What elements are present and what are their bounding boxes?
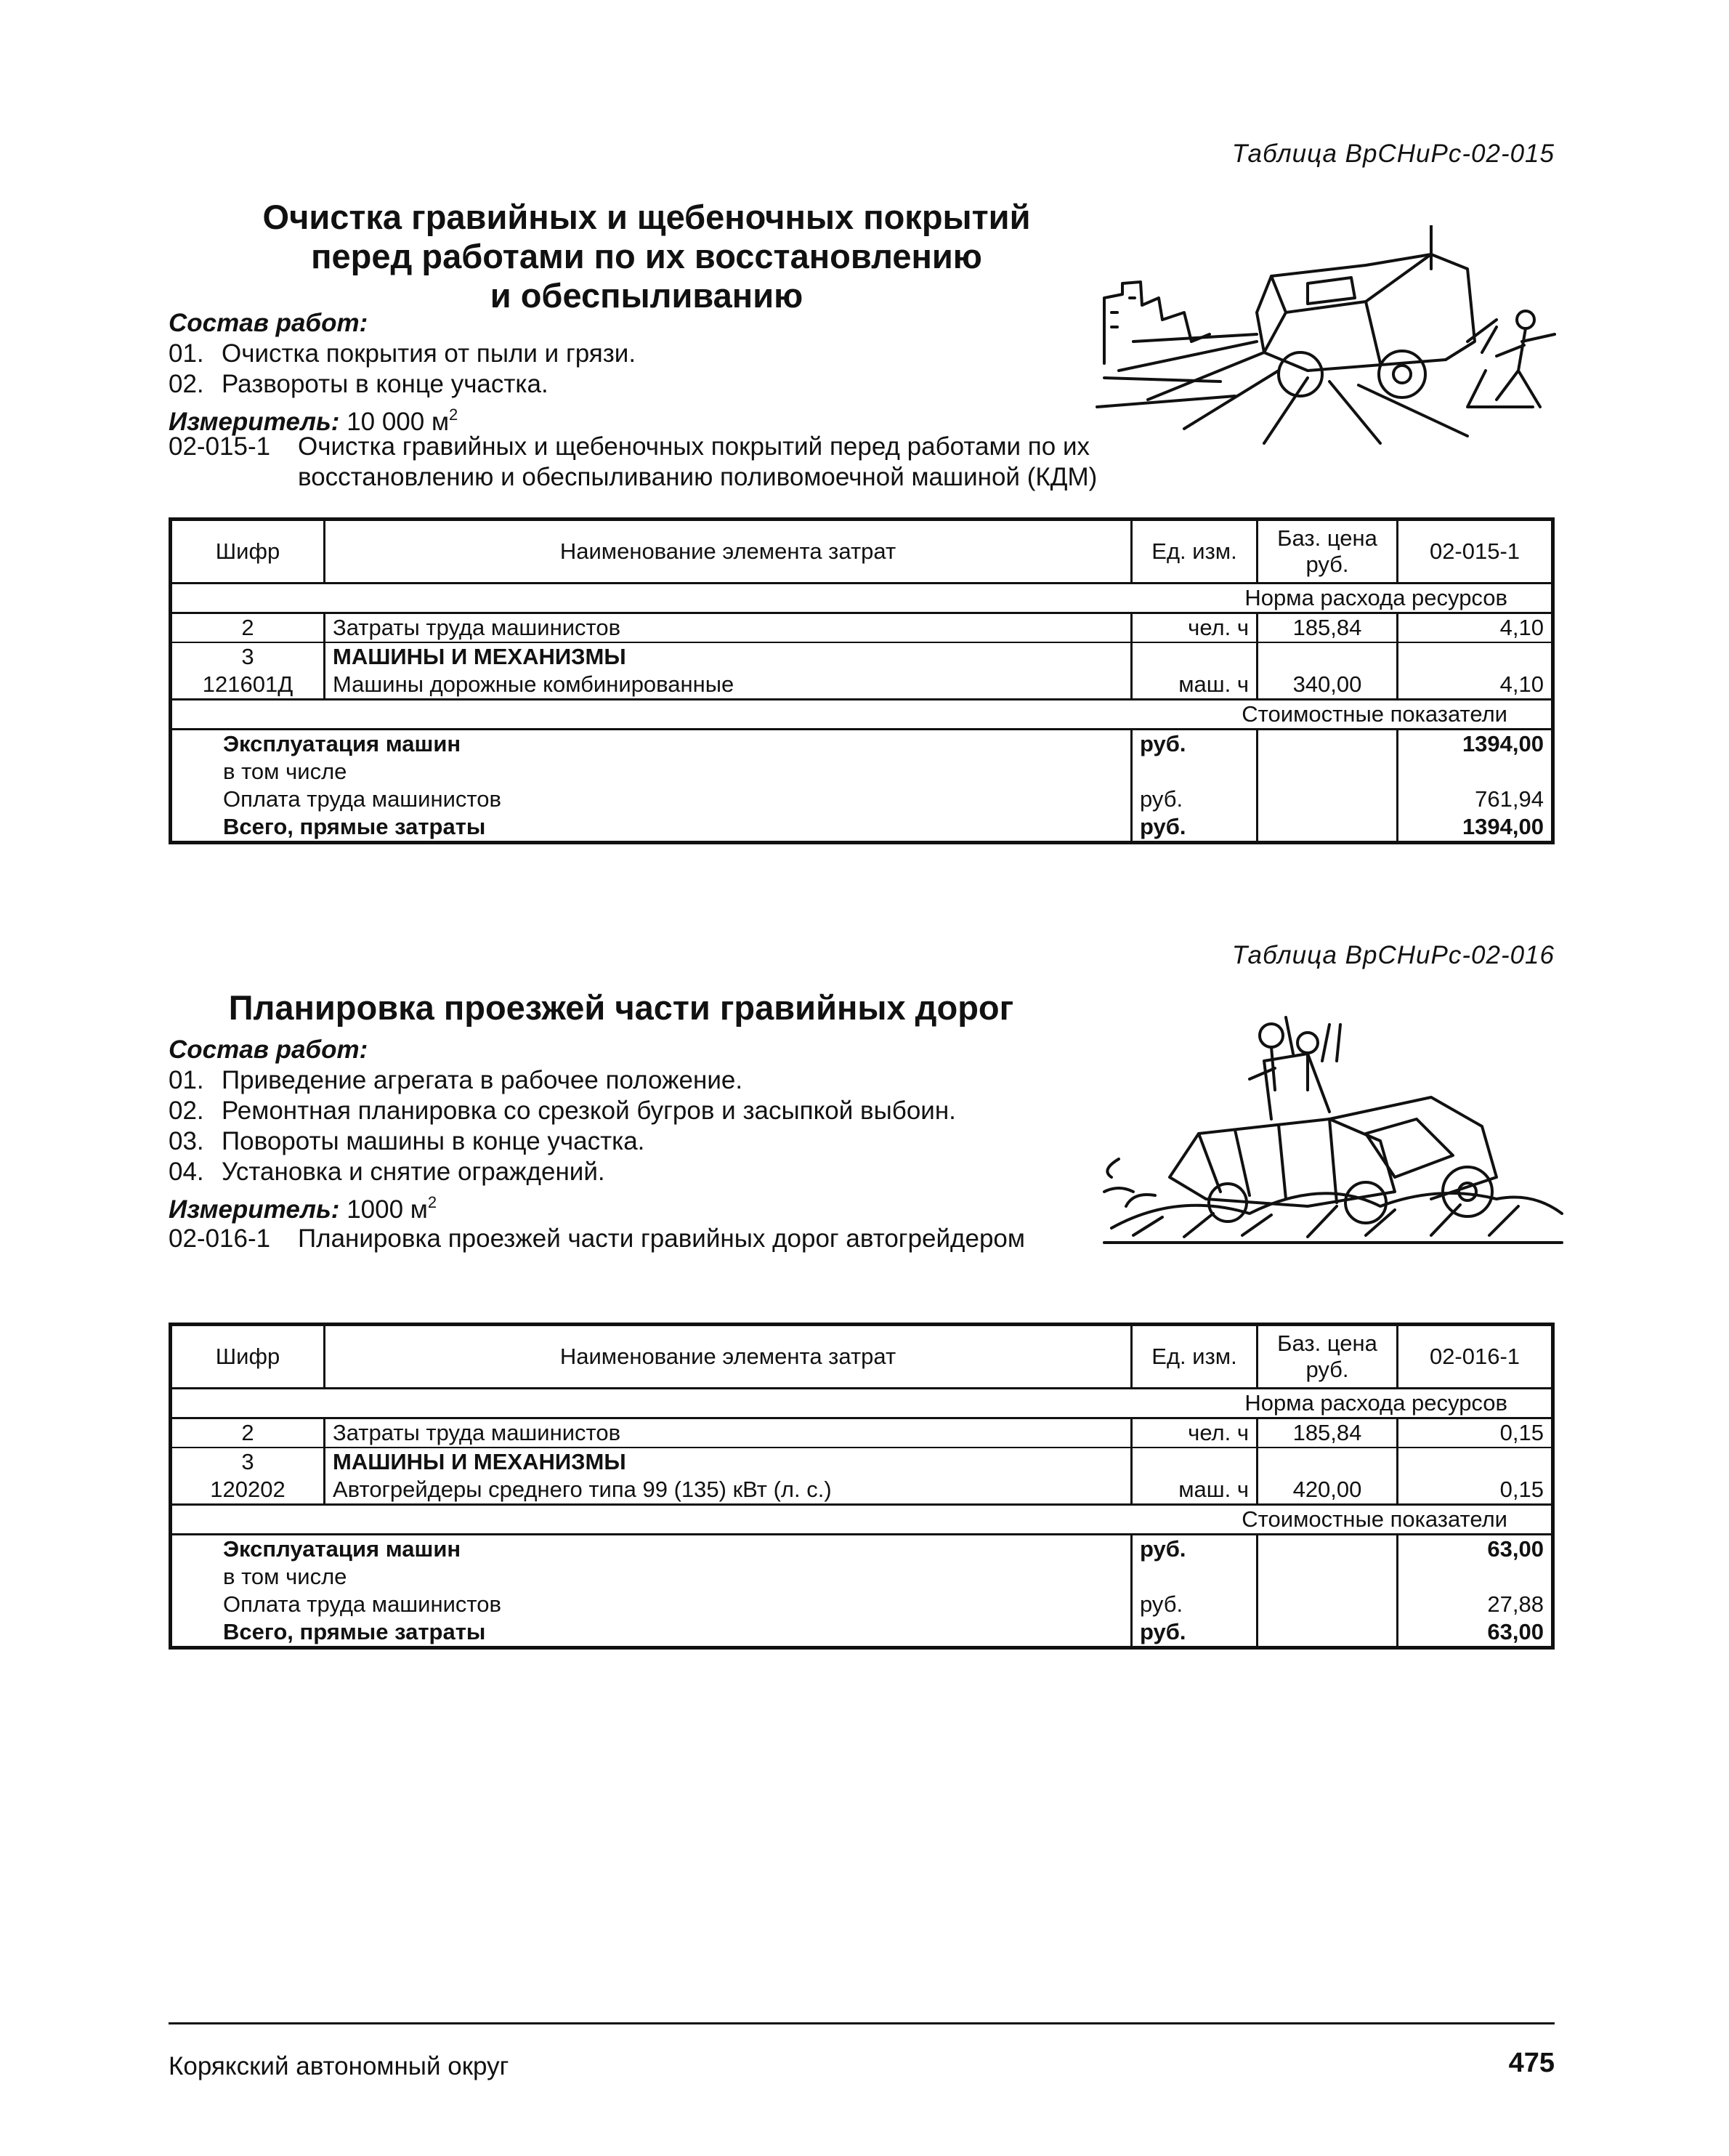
row-name: Машины дорожные комбинированные [325,671,1132,700]
header-item-code: 02-016-1 [1398,1325,1553,1389]
section-title [167,988,1075,1027]
work-item-text: Установка и снятие ограждений. [222,1158,605,1186]
cost-name: Всего, прямые затраты [171,1618,1132,1648]
cost-row [171,1535,1553,1564]
cost-price [1258,758,1398,786]
cost-unit: руб. [1132,813,1258,843]
row-value: 0,15 [1398,1418,1553,1448]
title-line: и обеспыливанию [490,276,803,315]
row-unit: маш. ч [1132,1476,1258,1505]
work-item-number: 02. [169,1097,204,1125]
cost-value: 63,00 [1398,1535,1553,1564]
cost-table [169,517,1555,844]
header-price: Баз. цена руб. [1258,1325,1398,1389]
footer-divider [169,2022,1555,2024]
work-composition [169,1035,956,1225]
cost-unit: руб. [1132,1535,1258,1564]
cost-name: Эксплуатация машин [171,730,1132,759]
cost-name: Оплата труда машинистов [171,1591,1132,1618]
cost-unit: руб. [1132,730,1258,759]
work-item-text: Очистка покрытия от пыли и грязи. [222,339,636,368]
band-resources: Норма расхода ресурсов [171,1389,1553,1418]
cost-price [1258,1618,1398,1648]
item-line [169,432,1097,493]
table-row [171,642,1553,671]
title-line: Очистка гравийных и щебеночных покрытий [262,198,1031,236]
header-unit: Ед. изм. [1132,1325,1258,1389]
work-item-text: Ремонтная планировка со срезкой бугров и засыпкой выбоин. [222,1097,956,1125]
header-item-code: 02-015-1 [1398,520,1553,584]
row-price: 185,84 [1258,1418,1398,1448]
band-cost: Стоимостные показатели [171,700,1553,730]
header-name: Наименование элемента затрат [325,1325,1132,1389]
cost-row [171,758,1553,786]
cost-price [1258,813,1398,843]
row-code: 2 [171,1418,325,1448]
cost-unit: руб. [1132,1591,1258,1618]
row-value [1398,642,1553,671]
item-line [169,1224,1025,1254]
item-description [298,1224,1025,1254]
header-code: Шифр [171,520,325,584]
row-unit [1132,642,1258,671]
row-price: 420,00 [1258,1476,1398,1505]
row-price [1258,642,1398,671]
measure-label: Измеритель: [169,1195,340,1224]
table-row [171,1448,1553,1476]
work-item-number: 01. [169,339,204,368]
cost-price [1258,786,1398,813]
measure-superscript: 2 [427,1193,437,1211]
header-name: Наименование элемента затрат [325,520,1132,584]
row-value: 0,15 [1398,1476,1553,1505]
cost-value: 1394,00 [1462,814,1544,839]
item-description-line: Очистка гравийных и щебеночных покрытий перед работами по их [298,432,1090,461]
cost-value: 63,00 [1487,1619,1544,1644]
row-code: 3 [171,642,325,671]
table-row [171,671,1553,700]
cost-name: Всего, прямые затраты [171,813,1132,843]
item-code: 02-016-1 [169,1224,271,1253]
cost-row [171,813,1553,843]
cost-unit: руб. [1132,1618,1258,1648]
cost-name: Эксплуатация машин [171,1535,1132,1564]
work-item-number: 04. [169,1158,204,1186]
row-value [1398,1448,1553,1476]
cost-price [1258,1535,1398,1564]
cost-value: 1394,00 [1398,730,1553,759]
row-code: 120202 [171,1476,325,1505]
work-item-text: Приведение агрегата в рабочее положение. [222,1066,743,1094]
section-title [247,198,1046,315]
work-item-number: 03. [169,1127,204,1155]
table-row [171,613,1553,643]
row-name: Затраты труда машинистов [325,1418,1132,1448]
table-row [171,1418,1553,1448]
item-description [298,432,1097,493]
band-cost-row [171,1505,1553,1535]
work-item [169,369,636,400]
work-item [169,1096,956,1126]
table-header-row [171,1325,1553,1389]
row-unit: чел. ч [1132,1418,1258,1448]
table-reference: Таблица ВрСНиРс-02-016 [1231,941,1555,969]
cost-price [1258,1591,1398,1618]
item-code: 02-015-1 [169,432,271,461]
band-resources-row [171,584,1553,613]
item-description-line: Планировка проезжей части гравийных дорог автогрейдером [298,1224,1025,1253]
cost-unit [1132,758,1258,786]
row-value: 4,10 [1398,671,1553,700]
title-line: перед работами по их восстановлению [311,237,982,275]
row-name: Затраты труда машинистов [325,613,1132,643]
cost-row [171,786,1553,813]
header-unit: Ед. изм. [1132,520,1258,584]
measure-label: Измеритель: [169,408,340,436]
work-composition-label: Состав работ: [169,1035,368,1064]
row-code: 121601Д [171,671,325,700]
row-value: 4,10 [1398,613,1553,643]
cost-row [171,1591,1553,1618]
footer-region: Корякский автономный округ [169,2052,509,2080]
row-unit [1132,1448,1258,1476]
work-item-number: 02. [169,370,204,398]
cost-row [171,1563,1553,1591]
title-line: Планировка проезжей части гравийных дорог [228,988,1014,1027]
street-sweeper-truck-illustration [1090,225,1569,451]
work-item-number: 01. [169,1066,204,1094]
cost-value [1398,1563,1553,1591]
row-code: 3 [171,1448,325,1476]
band-resources-row [171,1389,1553,1418]
row-price: 185,84 [1258,613,1398,643]
cost-name: Оплата труда машинистов [171,786,1132,813]
row-price [1258,1448,1398,1476]
table-reference: Таблица ВрСНиРс-02-015 [1231,140,1555,168]
row-price: 340,00 [1258,671,1398,700]
row-name: Автогрейдеры среднего типа 99 (135) кВт (л. с.) [325,1476,1132,1505]
cost-unit: руб. [1132,786,1258,813]
cost-value [1398,758,1553,786]
work-item [169,339,636,369]
cost-row [171,730,1553,759]
cost-value: 761,94 [1475,786,1544,812]
row-name: МАШИНЫ И МЕХАНИЗМЫ [325,1448,1132,1476]
page-number: 475 [1508,2048,1555,2078]
row-code: 2 [171,613,325,643]
work-composition [169,308,636,437]
band-cost-row [171,700,1553,730]
measure-superscript: 2 [449,405,458,424]
cost-row [171,1618,1553,1648]
work-item [169,1126,956,1157]
row-unit: чел. ч [1132,613,1258,643]
work-item [169,1065,956,1096]
motor-grader-illustration [1090,1010,1569,1257]
cost-name: в том числе [171,758,1132,786]
header-code: Шифр [171,1325,325,1389]
table-header-row [171,520,1553,584]
row-name: МАШИНЫ И МЕХАНИЗМЫ [325,642,1132,671]
table-row [171,1476,1553,1505]
cost-name: в том числе [171,1563,1132,1591]
band-cost: Стоимостные показатели [171,1505,1553,1535]
cost-price [1258,730,1398,759]
measure [169,1187,956,1225]
row-unit: маш. ч [1132,671,1258,700]
work-composition-label: Состав работ: [169,309,368,337]
work-item [169,1157,956,1187]
measure-value: 10 000 м [347,408,450,436]
cost-unit [1132,1563,1258,1591]
measure-value: 1000 м [347,1195,428,1224]
cost-price [1258,1563,1398,1591]
band-resources: Норма расхода ресурсов [171,584,1553,613]
item-description-line: восстановлению и обеспыливанию поливомоечной машиной (КДМ) [298,463,1098,491]
header-price: Баз. цена руб. [1258,520,1398,584]
cost-value: 27,88 [1487,1591,1544,1617]
cost-table [169,1323,1555,1650]
work-item-text: Развороты в конце участка. [222,370,548,398]
work-item-text: Повороты машины в конце участка. [222,1127,645,1155]
